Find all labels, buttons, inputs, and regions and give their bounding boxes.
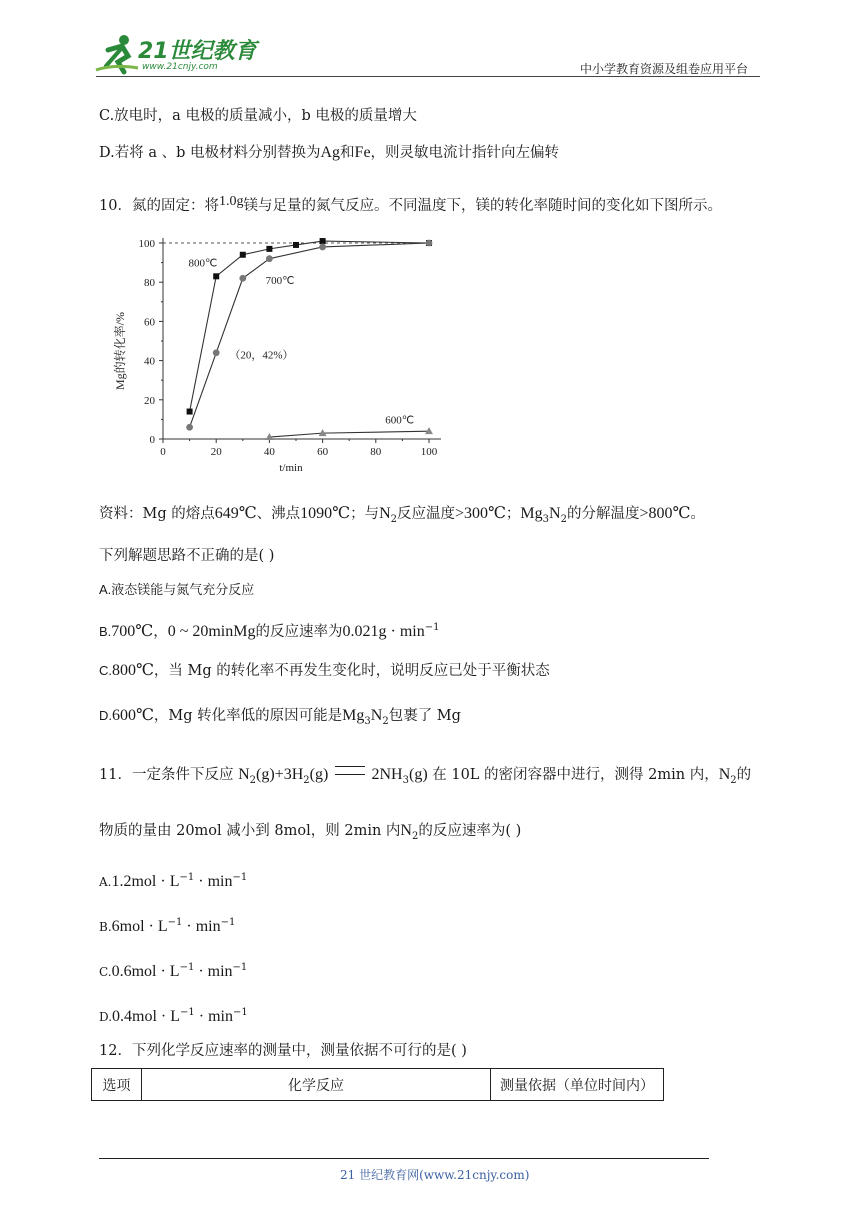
x-tick-label: 100	[420, 446, 438, 458]
y-tick-label: 40	[144, 355, 155, 368]
q10-stem: 10．氮的固定：将1.0g镁与足量的氮气反应。不同温度下，镁的转化率随时间的变化如下图所示。	[99, 194, 722, 214]
point-annotation: （20，42%）	[229, 349, 294, 362]
x-axis-label: t/min	[279, 462, 303, 474]
footer-text: 21 世纪教育网(www.21cnjy.com)	[340, 1168, 530, 1182]
platform-name: 中小学教育资源及组卷应用平台	[580, 62, 749, 76]
q11-option-a: $A.1.2mol \cdot L^{-1} \cdot \min^{-1}$	[99, 872, 248, 890]
y-tick-label: 100	[138, 238, 155, 250]
y-tick-label: 0	[149, 434, 155, 446]
data-point-circle	[239, 275, 246, 282]
q12-stem: 12．下列化学反应速率的测量中，测量依据不可行的是( )	[99, 1043, 467, 1059]
data-point-square	[266, 246, 272, 252]
q10-option-d: D.600℃，Mg 转化率低的原因可能是$Mg_3N_2$包裹了 Mg	[99, 707, 461, 727]
table-header-cell: 选项	[92, 1069, 142, 1101]
q12-table	[91, 1068, 664, 1101]
q10-info: 资料：Mg 的熔点649℃、沸点1090℃；与$N_2$反应温度>300℃；$Mg_3N_2$的分解温度>800℃。	[99, 505, 705, 525]
q11-option-b: $B.6mol \cdot L^{-1} \cdot \min^{-1}$	[99, 917, 236, 935]
conversion-rate-chart	[110, 228, 455, 480]
table-header-row	[92, 1069, 664, 1101]
logo-text: 21世纪教育	[138, 39, 257, 64]
x-tick-label: 20	[210, 446, 222, 458]
y-tick-label: 20	[144, 394, 155, 407]
data-point-circle	[213, 349, 220, 356]
table-header-cell: 化学反应	[142, 1069, 491, 1101]
q11-stem-line2: 物质的量由 20mol 减小到 8mol，则 2min 内$N_2$的反应速率为( )	[99, 822, 522, 842]
data-point-square	[240, 252, 246, 258]
y-axis-label: Mg的转化率/%	[113, 311, 127, 391]
q9-option-c: C.放电时，a 电极的质量减小，b 电极的质量增大	[99, 108, 417, 124]
reaction-equation: $N_2(g)+3H_2(g)$ $2NH_3(g)$	[238, 766, 428, 786]
q11-option-c: $C.0.6mol \cdot L^{-1} \cdot \min^{-1}$	[99, 962, 248, 980]
x-tick-label: 40	[263, 446, 275, 458]
q11-option-d: $D.0.4mol \cdot L^{-1} \cdot \min^{-1}$	[99, 1007, 248, 1025]
q10-option-a: A.液态镁能与氮气充分反应	[99, 582, 255, 597]
series-line	[190, 243, 429, 427]
q10-question: 下列解题思路不正确的是( )	[99, 548, 275, 564]
series-label-600: 600℃	[385, 414, 415, 427]
data-point-square	[320, 238, 326, 244]
logo-url: www.21cnjy.com	[142, 62, 218, 72]
x-tick-label: 80	[370, 446, 382, 458]
data-point-circle	[186, 424, 193, 431]
x-tick-label: 0	[160, 446, 166, 458]
table-header-cell: 测量依据（单位时间内）	[491, 1069, 664, 1101]
data-point-circle	[266, 255, 273, 262]
data-point-triangle	[425, 427, 433, 434]
series-label-800: 800℃	[188, 257, 218, 270]
data-point-circle	[426, 240, 433, 247]
series-label-700: 700℃	[265, 275, 295, 288]
x-tick-label: 60	[317, 446, 329, 458]
y-tick-label: 80	[144, 277, 155, 290]
data-point-square	[187, 409, 193, 415]
data-point-square	[293, 242, 299, 248]
series-line	[269, 431, 429, 437]
q9-option-d: D.若将 a 、b 电极材料分别替换为Ag和Fe，则灵敏电流计指针向左偏转	[99, 144, 560, 161]
logo	[94, 30, 264, 76]
data-point-square	[213, 273, 219, 279]
y-tick-label: 60	[144, 316, 155, 329]
q10-option-b: B.700℃，0 ~ 20minMg的反应速率为$0.021g \cdot \min^{-1}$	[99, 622, 440, 640]
footer-divider	[99, 1158, 709, 1159]
running-figure-icon	[94, 32, 140, 76]
data-point-circle	[319, 244, 326, 251]
equilibrium-equals-icon	[335, 766, 365, 775]
q10-option-c: C.800℃，当 Mg 的转化率不再发生变化时，说明反应已处于平衡状态	[99, 662, 550, 679]
q11-stem: 11．一定条件下反应 $N_2(g)+3H_2(g)$ $2NH_3(g)$ 在 10L 的密闭容器中进行，测得 2min 内，$N_2$的	[99, 766, 752, 786]
header-divider	[96, 76, 760, 77]
